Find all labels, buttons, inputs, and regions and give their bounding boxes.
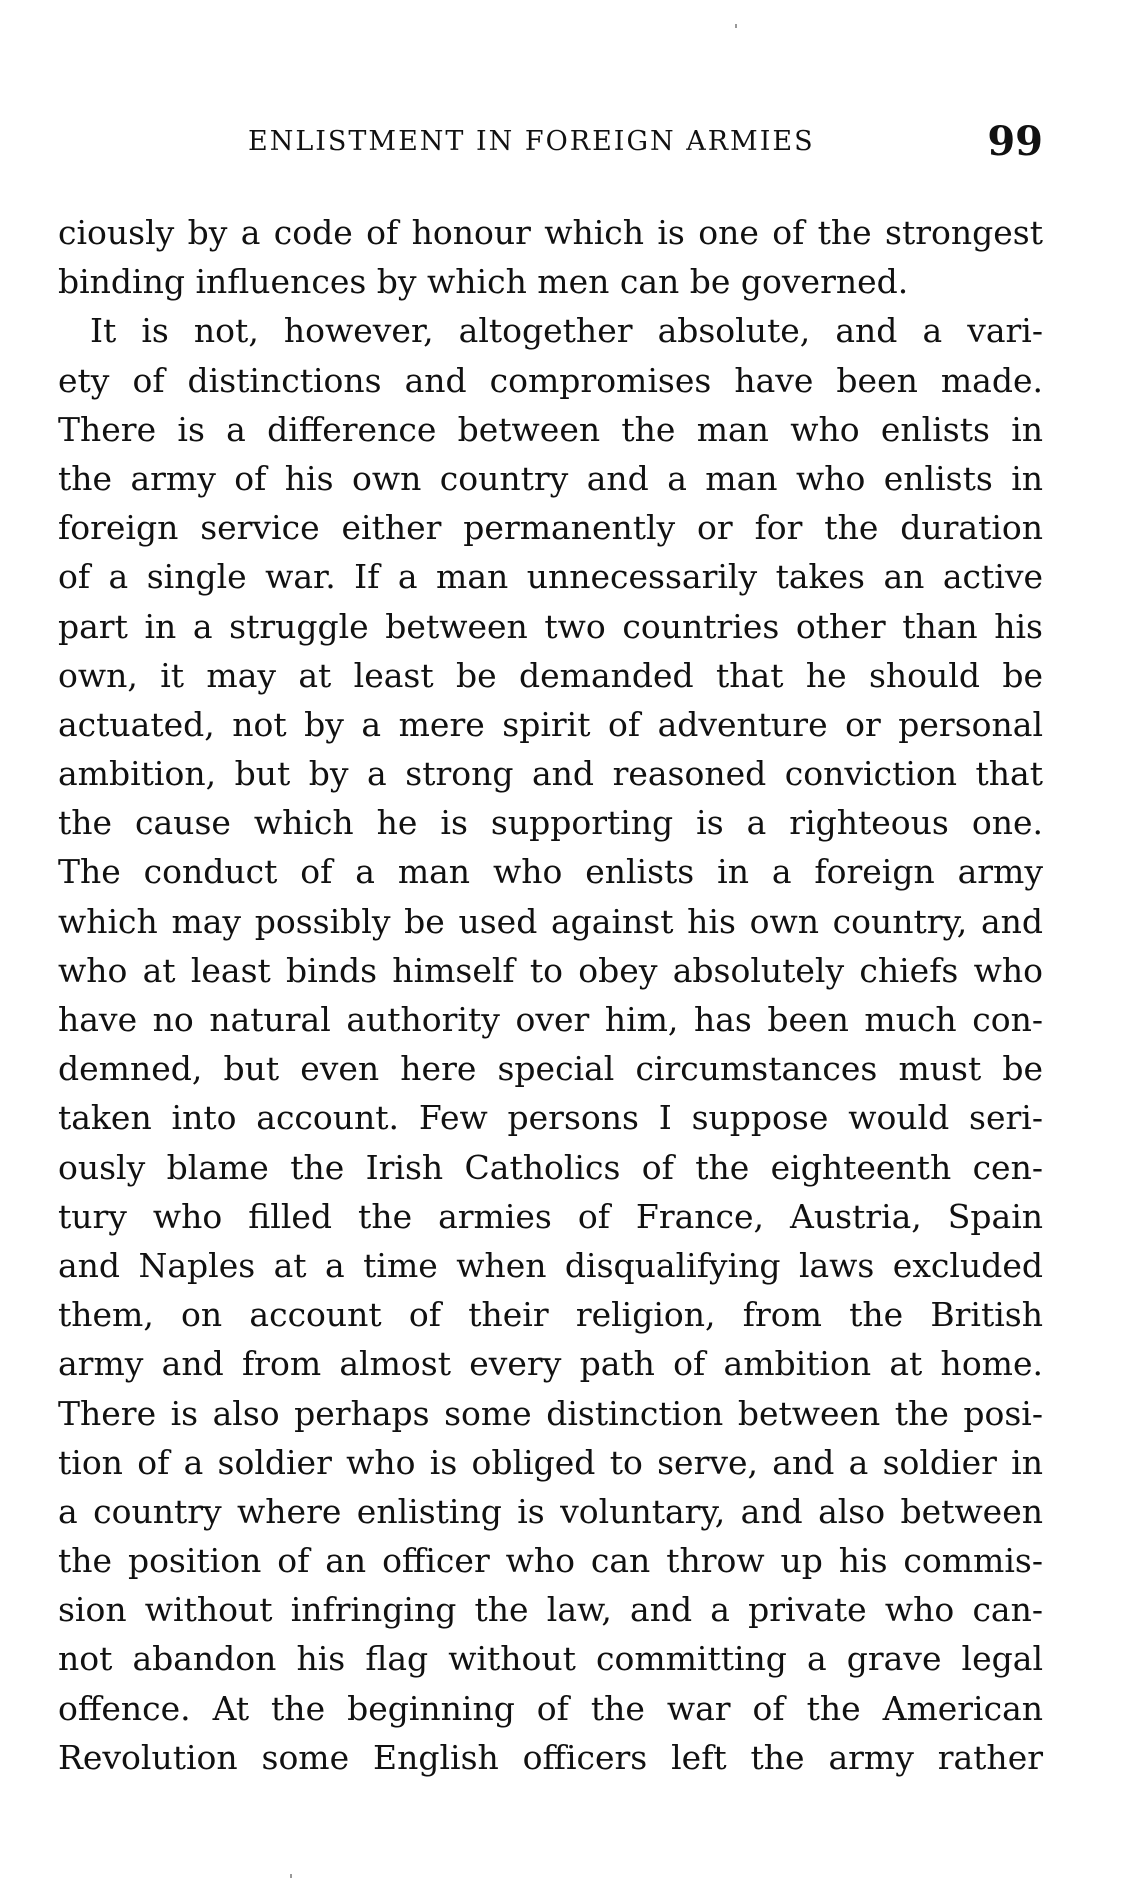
scan-speck bbox=[290, 1874, 292, 1878]
text-line: There is a difference between the man who enlists in bbox=[58, 409, 1043, 449]
text-line: There is also perhaps some distinction between the posi- bbox=[58, 1393, 1043, 1433]
text-line: Revolution some English officers left the army rather bbox=[58, 1737, 1043, 1777]
text-line: the position of an officer who can throw up his commis- bbox=[58, 1541, 1043, 1581]
running-title: ENLISTMENT IN FOREIGN ARMIES bbox=[248, 126, 815, 157]
scan-speck bbox=[735, 24, 737, 28]
text-line: demned, but even here special circumstances must be bbox=[58, 1049, 1043, 1089]
text-line: foreign service either permanently or for the duration bbox=[58, 508, 1043, 548]
text-line: the army of his own country and a man who enlists in bbox=[58, 458, 1043, 498]
text-line: who at least binds himself to obey absolutely chiefs who bbox=[58, 950, 1043, 990]
text-line: actuated, not by a mere spirit of adventure or personal bbox=[58, 704, 1043, 744]
text-line: tury who filled the armies of France, Austria, Spain bbox=[58, 1196, 1043, 1236]
page-number: 99 bbox=[987, 118, 1043, 165]
text-line: army and from almost every path of ambition at home. bbox=[58, 1344, 1043, 1384]
text-line: sion without infringing the law, and a private who can- bbox=[58, 1590, 1043, 1630]
text-line: ety of distinctions and compromises have been made. bbox=[58, 360, 1043, 400]
text-line: them, on account of their religion, from the British bbox=[58, 1295, 1043, 1335]
text-line: ambition, but by a strong and reasoned conviction that bbox=[58, 754, 1043, 794]
text-line: taken into account. Few persons I suppose would seri- bbox=[58, 1098, 1043, 1138]
text-line: part in a struggle between two countries other than his bbox=[58, 606, 1043, 646]
text-line: have no natural authority over him, has been much con- bbox=[58, 1000, 1043, 1039]
text-line: offence. At the beginning of the war of the American bbox=[58, 1688, 1043, 1728]
text-line: of a single war. If a man unnecessarily takes an active bbox=[58, 557, 1043, 597]
text-line: tion of a soldier who is obliged to serve, and a soldier in bbox=[58, 1442, 1043, 1482]
text-line: a country where enlisting is voluntary, and also between bbox=[58, 1491, 1043, 1531]
text-line: not abandon his flag without committing a grave legal bbox=[58, 1639, 1043, 1679]
running-head bbox=[58, 118, 1043, 178]
text-line: and Naples at a time when disqualifying laws excluded bbox=[58, 1245, 1043, 1285]
text-line: own, it may at least be demanded that he should be bbox=[58, 655, 1043, 695]
paragraph-start-line: It is not, however, altogether absolute, and a vari- bbox=[90, 311, 1043, 351]
text-line: ously blame the Irish Catholics of the eighteenth cen- bbox=[58, 1147, 1043, 1187]
text-line: ciously by a code of honour which is one of the strongest bbox=[58, 213, 1043, 252]
text-line: which may possibly be used against his own country, and bbox=[58, 901, 1043, 941]
text-line: binding influences by which men can be governed. bbox=[58, 262, 909, 302]
text-line: The conduct of a man who enlists in a foreign army bbox=[58, 852, 1043, 892]
text-line: the cause which he is supporting is a righteous one. bbox=[58, 803, 1043, 843]
body-text bbox=[58, 208, 1043, 1782]
